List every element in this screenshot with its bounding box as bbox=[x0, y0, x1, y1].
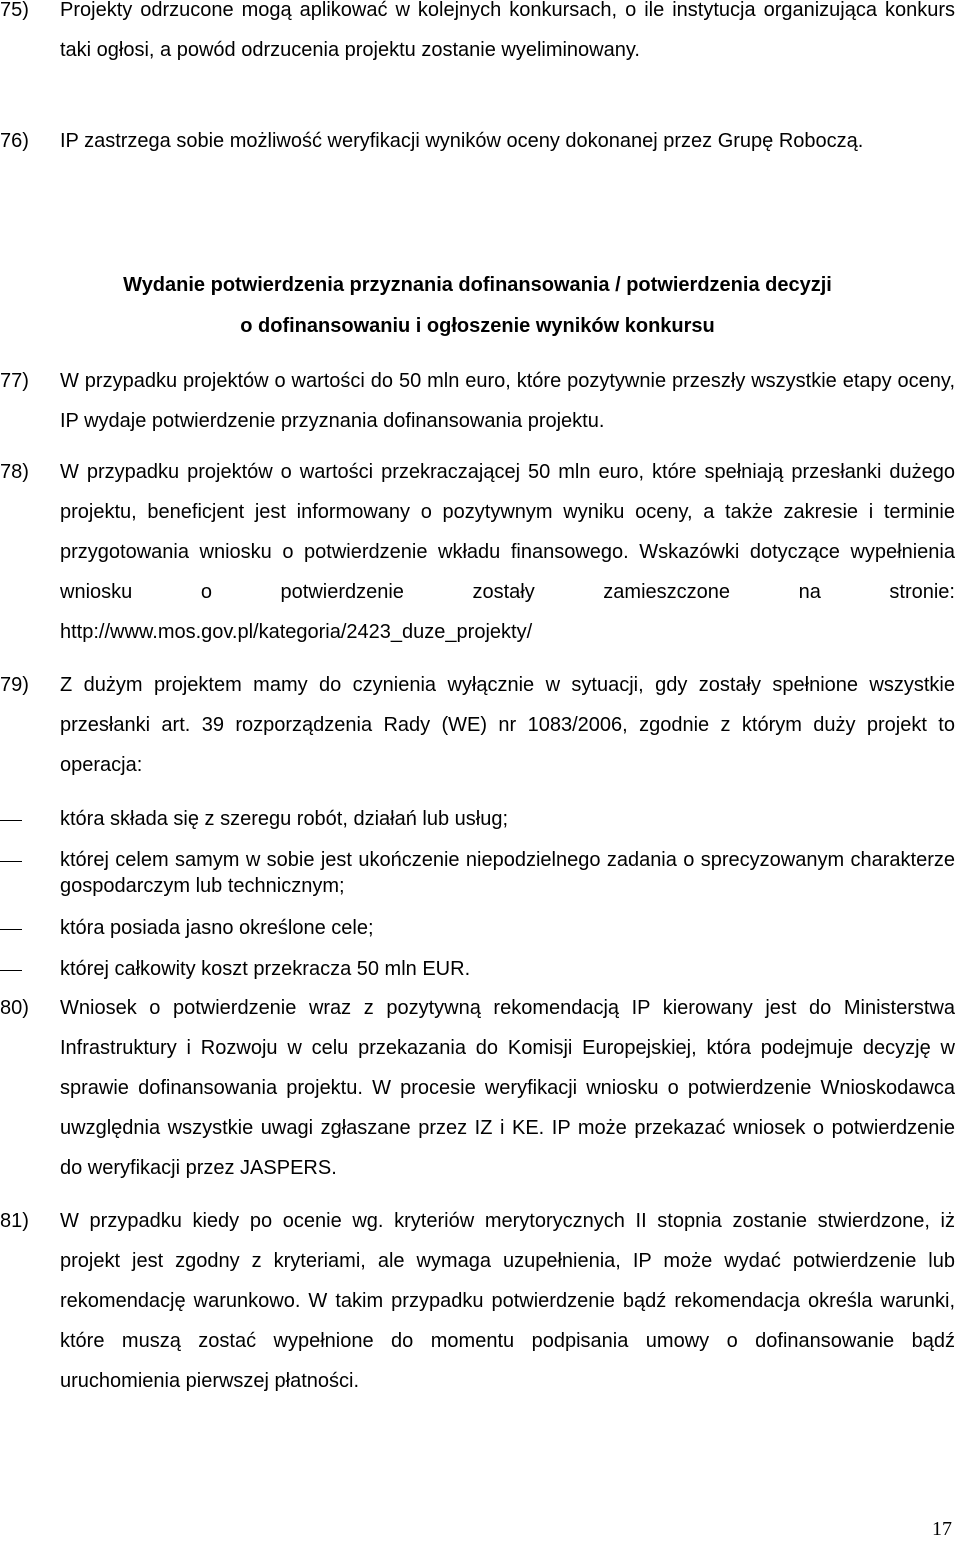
dash-bullet-icon bbox=[0, 820, 22, 821]
paragraph-75 bbox=[0, 0, 955, 70]
section-heading-line-1: Wydanie potwierdzenia przyznania dofinansowania / potwierdzenia decyzji bbox=[123, 274, 832, 296]
paragraph-77 bbox=[0, 361, 955, 441]
paragraph-text: W przypadku projektów o wartości do 50 mln euro, które pozytywnie przeszły wszystkie etapy oceny, IP wydaje potwierdzenie przyznania dofinansowania projektu. bbox=[60, 370, 955, 432]
paragraph-text: W przypadku kiedy po ocenie wg. kryteriów merytorycznych II stopnia zostanie stwierdzone, iż projekt jest zgodny z kryteriami, ale wymaga uzupełnienia, IP może wydać potwierdzenie lub rekomendację warunkowo. W takim przypadku potwierdzenie bądź rekomendacja określa warunki, które muszą zostać wypełnione do momentu podpisania umowy o dofinansowanie bądź uruchomienia pierwszej płatności. bbox=[60, 1210, 955, 1392]
dash-bullet-icon bbox=[0, 929, 22, 930]
paragraph-number: 81) bbox=[0, 1210, 29, 1232]
paragraph-number: 80) bbox=[0, 997, 29, 1019]
paragraph-text: Z dużym projektem mamy do czynienia wyłącznie w sytuacji, gdy zostały spełnione wszystkie przesłanki art. 39 rozporządzenia Rady (WE) nr 1083/2006, zgodnie z którym duży projekt to operacja: bbox=[60, 674, 955, 776]
list-item: której całkowity koszt przekracza 50 mln EUR. bbox=[0, 956, 955, 982]
paragraph-81 bbox=[0, 1201, 955, 1401]
paragraph-number: 79) bbox=[0, 674, 29, 696]
paragraph-76 bbox=[0, 121, 955, 161]
paragraph-80 bbox=[0, 988, 955, 1188]
list-item: która składa się z szeregu robót, działań lub usług; bbox=[0, 806, 955, 832]
paragraph-text: W przypadku projektów o wartości przekraczającej 50 mln euro, które spełniają przesłanki dużego projektu, beneficjent jest informowany o pozytywnym wyniku oceny, a także zakresie i terminie przygotowania wniosku o potwierdzenie wkładu finansowego. Wskazówki dotyczące wypełnienia wniosku o potwierdzenie zostały zamieszczone na stronie: http://www.mos.gov.pl/kategoria/2423_duze_projekty/ bbox=[60, 461, 955, 643]
paragraph-number: 75) bbox=[0, 0, 29, 21]
dash-bullet-icon bbox=[0, 861, 22, 862]
dash-bullet-icon bbox=[0, 970, 22, 971]
paragraph-number: 77) bbox=[0, 370, 29, 392]
list-item: która posiada jasno określone cele; bbox=[0, 915, 955, 941]
paragraph-text: Projekty odrzucone mogą aplikować w kolejnych konkursach, o ile instytucja organizująca konkurs taki ogłosi, a powód odrzucenia projektu zostanie wyeliminowany. bbox=[60, 0, 955, 61]
section-heading-line-2: o dofinansowaniu i ogłoszenie wyników konkursu bbox=[240, 315, 715, 337]
paragraph-78 bbox=[0, 452, 955, 652]
paragraph-number: 76) bbox=[0, 130, 29, 152]
paragraph-79 bbox=[0, 665, 955, 785]
paragraph-text: Wniosek o potwierdzenie wraz z pozytywną rekomendacją IP kierowany jest do Ministerstwa Infrastruktury i Rozwoju w celu przekazania do Komisji Europejskiej, która podejmuje decyzję w sprawie dofinansowania projektu. W procesie weryfikacji wniosku o potwierdzenie Wnioskodawca uwzględnia wszystkie uwagi zgłaszane przez IZ i KE. IP może przekazać wniosek o potwierdzenie do weryfikacji przez JASPERS. bbox=[60, 997, 955, 1179]
paragraph-text: IP zastrzega sobie możliwość weryfikacji wyników oceny dokonanej przez Grupę Roboczą. bbox=[60, 130, 864, 152]
page-number: 17 bbox=[932, 1518, 952, 1540]
list-item: której celem samym w sobie jest ukończenie niepodzielnego zadania o sprecyzowanym charakterze gospodarczym lub technicznym; bbox=[0, 847, 955, 899]
paragraph-number: 78) bbox=[0, 461, 29, 483]
